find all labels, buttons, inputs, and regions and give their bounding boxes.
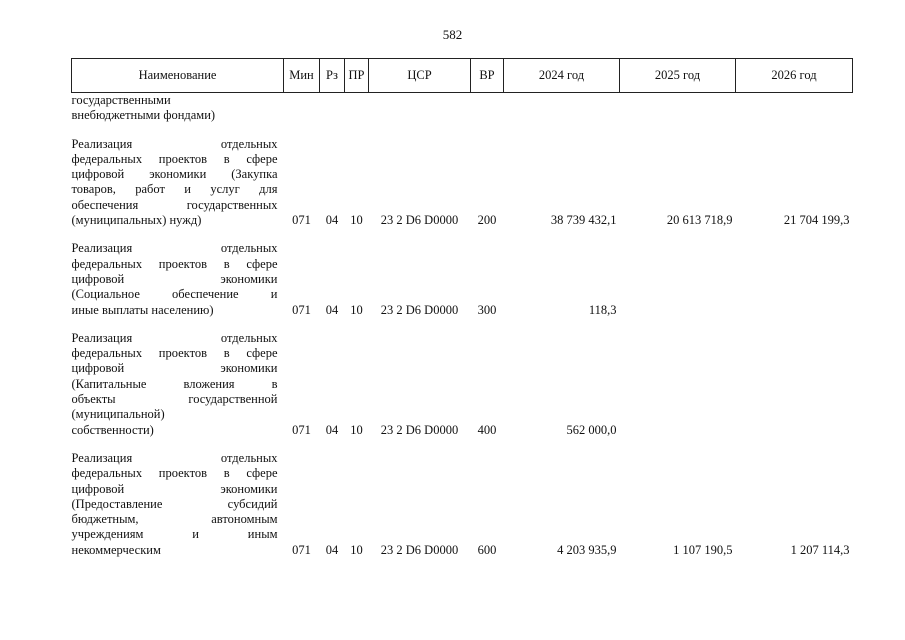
cell-vr: 300 [477, 302, 497, 317]
cell-min: 071 [292, 422, 311, 437]
header-name: Наименование [72, 59, 284, 93]
cell-name [72, 241, 284, 317]
name-line: (Социальное обеспечение и [71, 287, 278, 302]
cell-rz: 04 [325, 302, 339, 317]
cell-name [72, 451, 284, 558]
cell-csr: 23 2 D6 D0000 [380, 213, 459, 228]
cell-2025: 1 107 190,5 [673, 542, 733, 557]
header-min: Мин [284, 59, 320, 93]
name-line: товаров, работ и услуг для [71, 182, 278, 197]
cell-name [72, 93, 284, 124]
name-line: федеральных проектов в сфере [71, 466, 278, 481]
name-line: учреждениям и иным [71, 527, 278, 542]
cell-csr: 23 2 D6 D0000 [380, 422, 459, 437]
row-spacer [72, 228, 853, 241]
cell-vr [471, 93, 504, 124]
cell-csr: 23 2 D6 D0000 [380, 302, 459, 317]
name-line: бюджетным, автономным [71, 512, 278, 527]
header-rz: Рз [320, 59, 345, 93]
cell-rz [320, 93, 345, 124]
name-line: цифровой экономики [71, 361, 278, 376]
name-line: федеральных проектов в сфере [71, 151, 278, 166]
table-row [72, 241, 853, 317]
cell-csr: 23 2 D6 D0000 [380, 542, 459, 557]
name-line: Реализация отдельных [71, 241, 278, 256]
cell-min: 071 [292, 542, 311, 557]
name-line: Реализация отдельных [71, 330, 278, 345]
cell-2025 [620, 331, 736, 438]
cell-pr: 10 [350, 213, 363, 228]
name-line: (Капитальные вложения в [71, 376, 278, 391]
cell-min [284, 93, 320, 124]
cell-2026 [736, 241, 853, 317]
name-line: собственности) [71, 422, 154, 437]
cell-rz: 04 [325, 422, 339, 437]
header-pr: ПР [345, 59, 369, 93]
page-number: 582 [442, 27, 463, 42]
cell-min: 071 [292, 213, 311, 228]
cell-2026: 21 704 199,3 [783, 213, 850, 228]
cell-pr: 10 [350, 302, 363, 317]
cell-pr: 10 [350, 422, 363, 437]
cell-name [72, 137, 284, 229]
cell-rz: 04 [325, 213, 339, 228]
name-line: цифровой экономики (Закупка [71, 167, 278, 182]
name-line: (Предоставление субсидий [71, 496, 278, 511]
name-line: (муниципальной) [71, 407, 165, 422]
cell-pr: 10 [350, 542, 363, 557]
table-row [72, 93, 853, 124]
name-line: (муниципальных) нужд) [71, 213, 202, 228]
name-line: цифровой экономики [71, 271, 278, 286]
name-line: цифровой экономики [71, 481, 278, 496]
name-line: внебюджетными фондами) [71, 108, 216, 123]
cell-2025: 20 613 718,9 [666, 213, 733, 228]
cell-2026 [736, 93, 853, 124]
cell-name [72, 331, 284, 438]
name-line: Реализация отдельных [71, 450, 278, 465]
cell-2024: 562 000,0 [566, 422, 617, 437]
row-spacer [72, 318, 853, 331]
name-line: объекты государственной [71, 392, 278, 407]
cell-min: 071 [292, 302, 311, 317]
cell-pr [345, 93, 369, 124]
name-line: обеспечения государственных [71, 197, 278, 212]
cell-vr: 400 [477, 422, 497, 437]
name-line: некоммерческим [71, 542, 161, 557]
row-spacer [72, 124, 853, 137]
table-row [72, 137, 853, 229]
table-row [72, 451, 853, 558]
cell-2024: 4 203 935,9 [557, 542, 617, 557]
cell-2025 [620, 241, 736, 317]
name-line: государственными [71, 93, 171, 107]
name-line: иные выплаты населению) [71, 302, 214, 317]
header-2024: 2024 год [504, 59, 620, 93]
cell-rz: 04 [325, 542, 339, 557]
header-csr: ЦСР [369, 59, 471, 93]
cell-2024 [504, 93, 620, 124]
cell-2024: 38 739 432,1 [550, 213, 617, 228]
name-line: федеральных проектов в сфере [71, 256, 278, 271]
cell-2024: 118,3 [588, 302, 617, 317]
table-row [72, 331, 853, 438]
header-vr: ВР [471, 59, 504, 93]
cell-vr: 600 [477, 542, 497, 557]
budget-table [71, 58, 853, 558]
cell-2026 [736, 331, 853, 438]
header-2026: 2026 год [736, 59, 853, 93]
table-body [72, 93, 853, 559]
row-spacer [72, 438, 853, 451]
cell-csr [369, 93, 471, 124]
cell-2026: 1 207 114,3 [790, 542, 850, 557]
header-2025: 2025 год [620, 59, 736, 93]
name-line: федеральных проектов в сфере [71, 346, 278, 361]
cell-2025 [620, 93, 736, 124]
table-header [72, 59, 853, 93]
cell-vr: 200 [477, 213, 497, 228]
name-line: Реализация отдельных [71, 136, 278, 151]
